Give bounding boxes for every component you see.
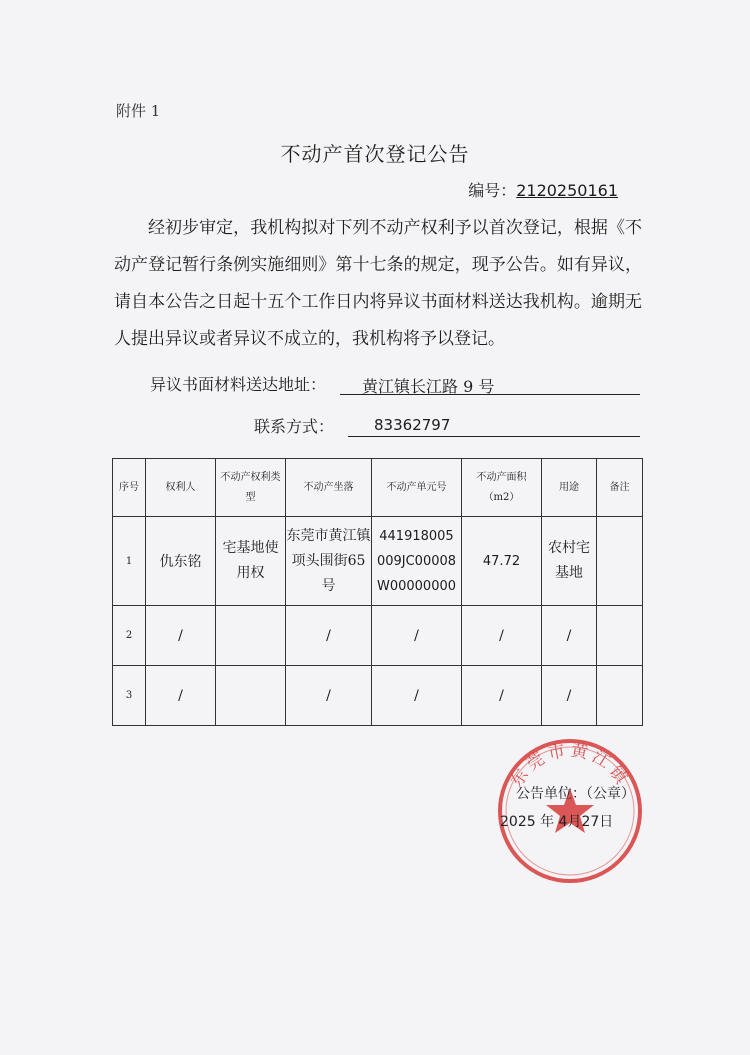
cell-right-type [216, 666, 286, 726]
header-seq: 序号 [113, 459, 146, 517]
date-month: 4 [558, 814, 568, 830]
cell-remark [597, 517, 643, 606]
contact-value: 83362797 [348, 416, 640, 437]
header-area: 不动产面积（m2） [462, 459, 542, 517]
header-holder: 权利人 [146, 459, 216, 517]
issuer-label: 公告单位：（公章） [516, 786, 635, 802]
header-unit-no: 不动产单元号 [372, 459, 462, 517]
cell-seq: 1 [113, 517, 146, 606]
date-day-unit: 日 [599, 814, 614, 830]
cell-holder: / [146, 666, 216, 726]
cell-location: 东莞市黄江镇项头围街65号 [286, 517, 372, 606]
number-label: 编号： [468, 181, 517, 200]
number-value: 2120250161 [516, 181, 618, 200]
address-label: 异议书面材料送达地址： [150, 375, 327, 394]
issue-date [500, 811, 613, 831]
cell-unit-no: 441918005009JC00008W00000000 [372, 517, 462, 606]
table-row [113, 517, 643, 606]
header-remark: 备注 [597, 459, 643, 517]
notice-number [468, 178, 618, 201]
cell-holder: 仇东铭 [146, 517, 216, 606]
cell-remark [597, 606, 643, 666]
header-usage: 用途 [542, 459, 597, 517]
contact-row [254, 414, 640, 437]
cell-usage: 农村宅基地 [542, 517, 597, 606]
date-year-unit: 年 [540, 814, 555, 830]
cell-area: 47.72 [462, 517, 542, 606]
header-location: 不动产坐落 [286, 459, 372, 517]
cell-right-type [216, 606, 286, 666]
cell-unit-no: / [372, 666, 462, 726]
date-day: 27 [581, 814, 600, 830]
cell-seq: 2 [113, 606, 146, 666]
cell-location: / [286, 606, 372, 666]
address-row [150, 372, 640, 395]
attachment-label: 附件 1 [116, 102, 161, 120]
cell-right-type: 宅基地使用权 [216, 517, 286, 606]
cell-usage: / [542, 606, 597, 666]
cell-unit-no: / [372, 606, 462, 666]
table-row [113, 666, 643, 726]
table-header-row [113, 459, 643, 517]
cell-holder: / [146, 606, 216, 666]
page-title: 不动产首次登记公告 [280, 142, 470, 166]
cell-area: / [462, 666, 542, 726]
cell-seq: 3 [113, 666, 146, 726]
table-row [113, 606, 643, 666]
date-month-unit: 月 [567, 814, 582, 830]
cell-usage: / [542, 666, 597, 726]
cell-remark [597, 666, 643, 726]
cell-location: / [286, 666, 372, 726]
notice-body: 经初步审定，我机构拟对下列不动产权利予以首次登记，根据《不动产登记暂行条例实施细则》第十七条的规定，现予公告。如有异议，请自本公告之日起十五个工作日内将异议书面材料送达我机构。逾期无人提出异议或者异议不成立的，我机构将予以登记。 [114, 218, 642, 349]
registration-table [112, 458, 643, 726]
cell-area: / [462, 606, 542, 666]
seal-text: 东莞市黄江镇 [506, 740, 634, 792]
address-value: 黄江镇长江路 9 号 [340, 374, 640, 395]
date-year: 2025 [500, 814, 536, 830]
contact-label: 联系方式： [254, 417, 335, 436]
header-right-type: 不动产权利类型 [216, 459, 286, 517]
